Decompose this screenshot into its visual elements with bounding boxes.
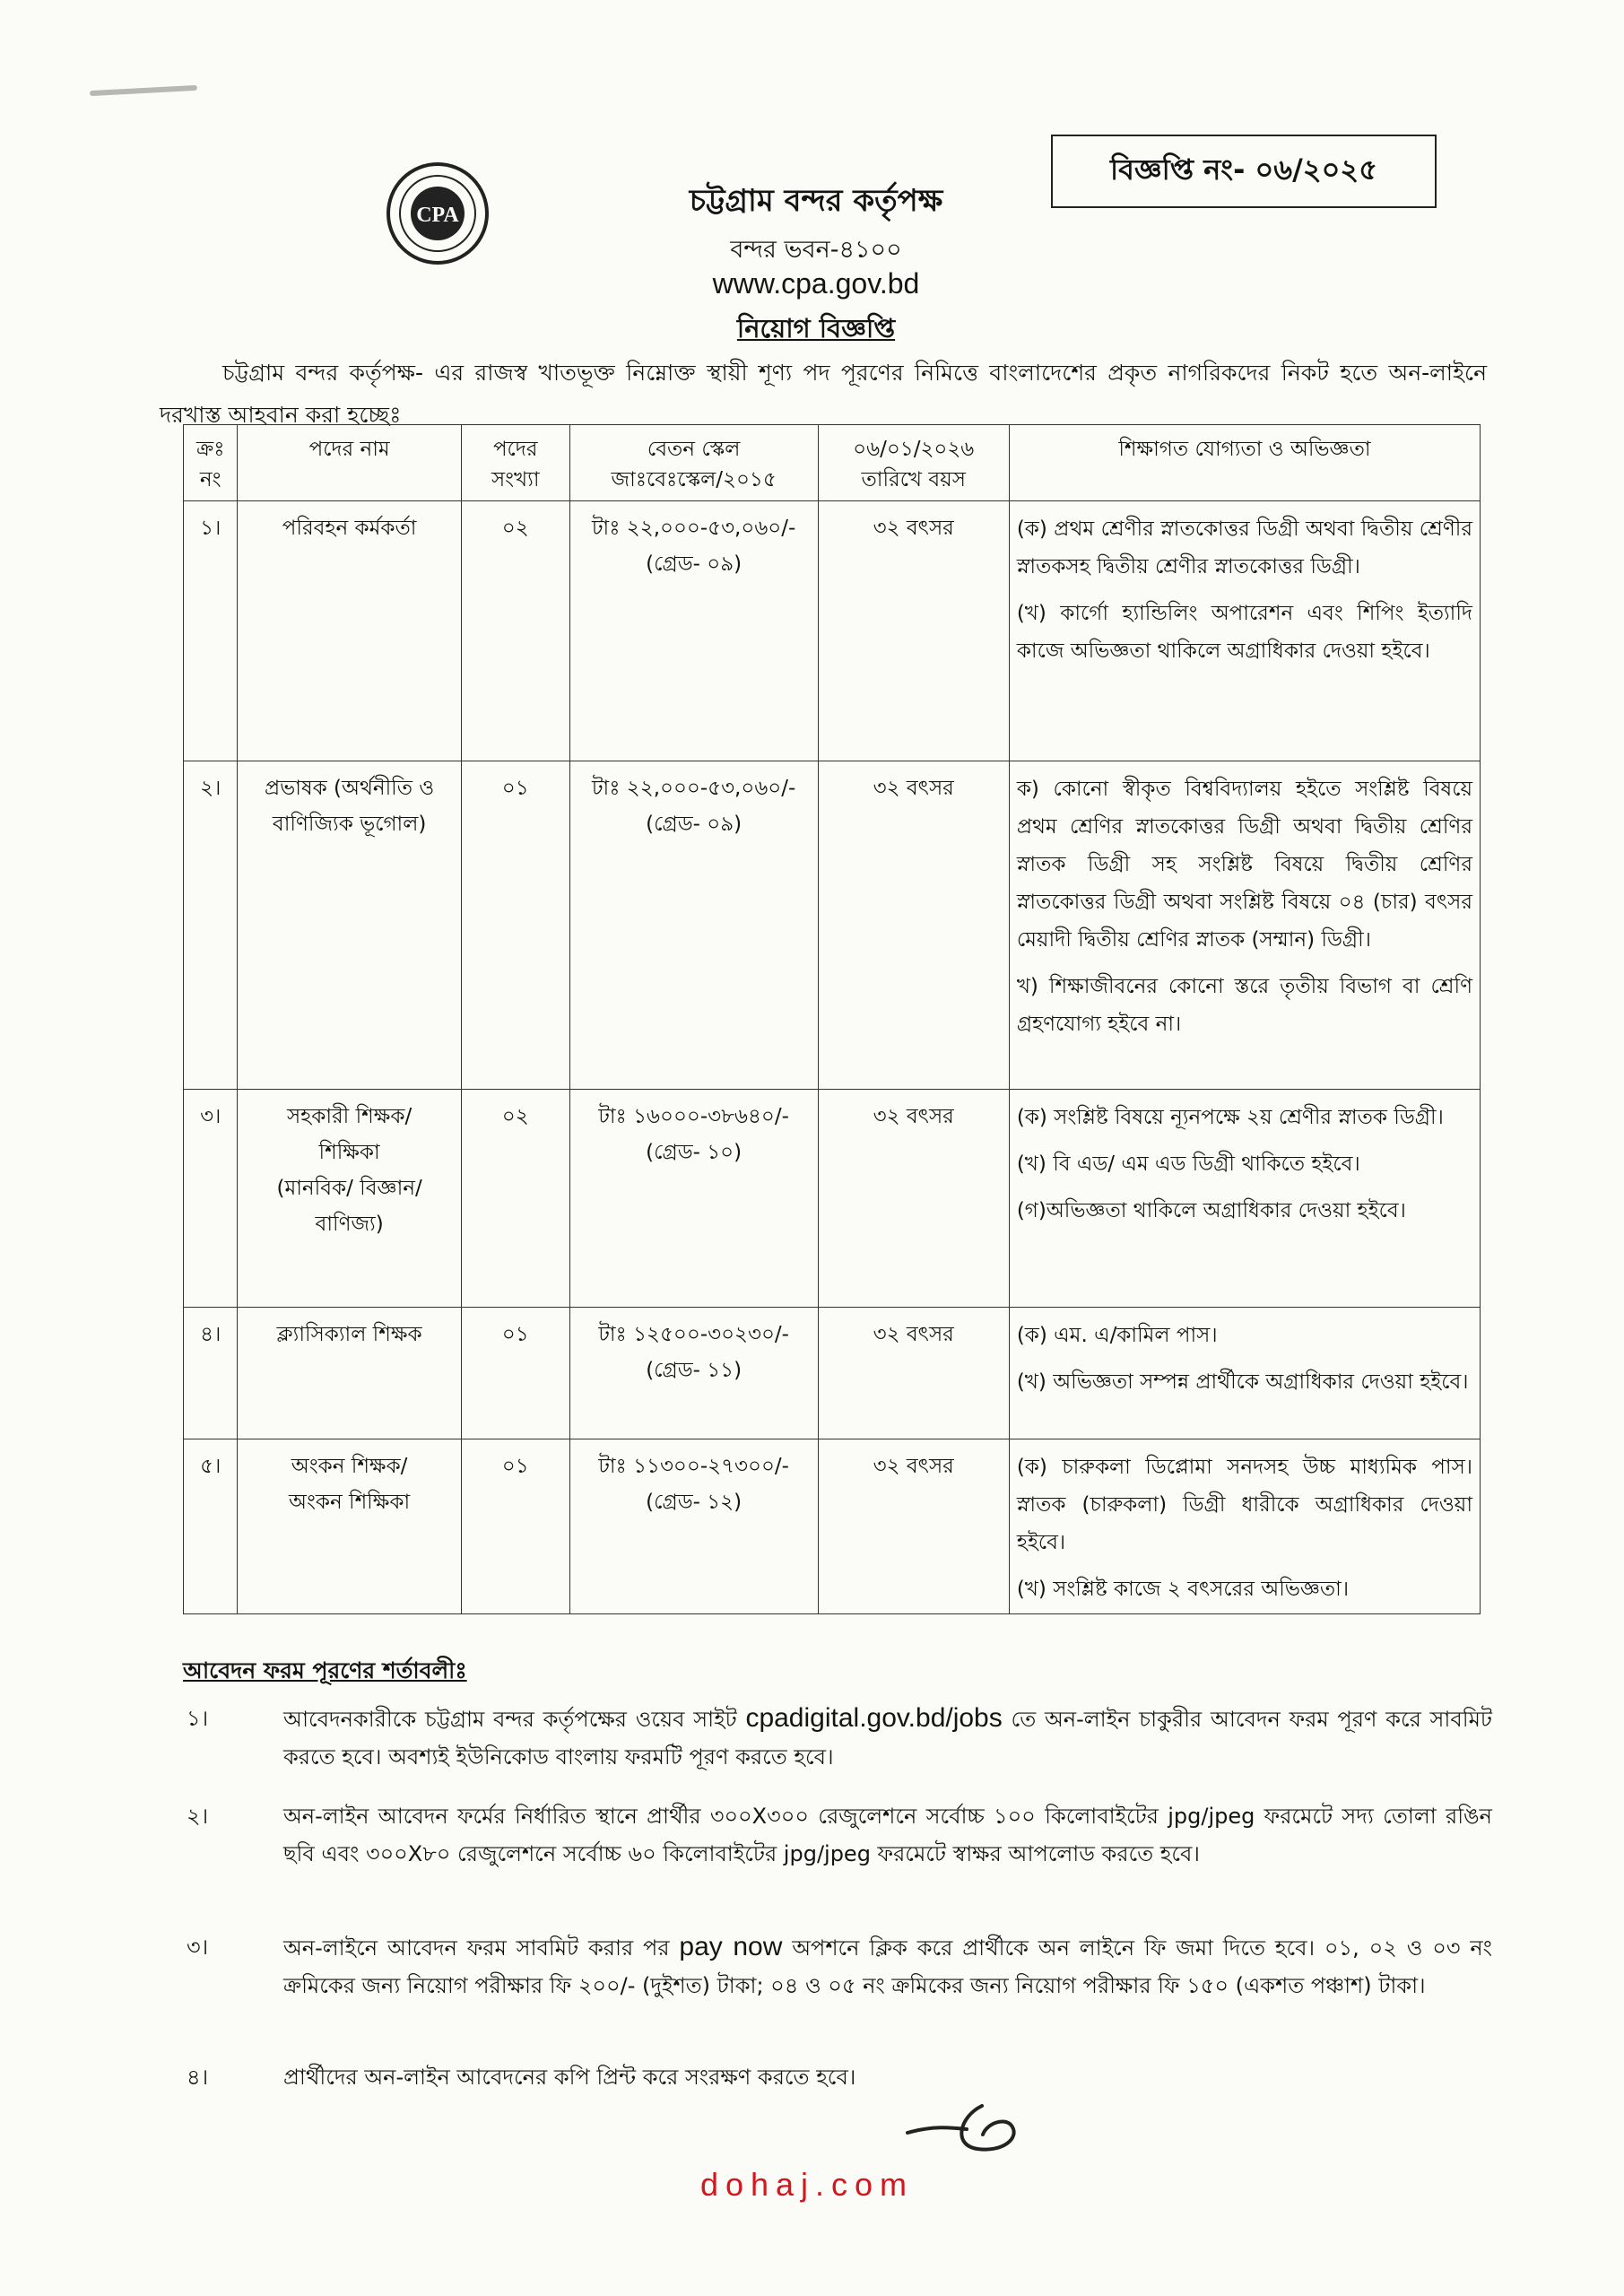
cell-pay-scale: টাঃ ১২৫০০-৩০২৩০/- (গ্রেড- ১১) <box>569 1308 818 1439</box>
cell-serial: ২। <box>184 761 238 1090</box>
cell-age: ৩২ বৎসর <box>818 761 1009 1090</box>
logo-text: CPA <box>416 204 459 227</box>
cell-post-name: ক্ল্যাসিক্যাল শিক্ষক <box>238 1308 461 1439</box>
qualification-item: (গ)অভিজ্ঞতা থাকিলে অগ্রাধিকার দেওয়া হইবে। <box>1016 1199 1406 1222</box>
notice-title: নিয়োগ বিজ্ঞপ্তি <box>736 313 896 344</box>
condition-item-3: ৩। অন-লাইনে আবেদন ফরম সাবমিট করার পর pay now অপশনে ক্লিক করে প্রার্থীকে অন লাইনে ফি জমা দিতে হবে। ০১, ০২ ও ০৩ নং ক্রমিকের জন্য নিয়োগ পরীক্ষার ফি ২০০/- (দুইশত) টাকা; ০৪ ও ০৫ নং ক্রমিকের জন্য নিয়োগ পরীক্ষার ফি ১৫০ (একশত পঞ্চাশ) টাকা। <box>183 1928 1492 2005</box>
qualification-item: খ) শিক্ষাজীবনের কোনো স্তরে তৃতীয় বিভাগ বা শ্রেণি গ্রহণযোগ্য হইবে না। <box>1016 975 1472 1036</box>
condition-item-4: ৪। প্রার্থীদের অন-লাইন আবেদনের কপি প্রিন্ট করে সংরক্ষণ করতে হবে। <box>183 2058 1492 2096</box>
cell-age: ৩২ বৎসর <box>818 501 1009 761</box>
condition-number: ২। <box>187 1804 209 1829</box>
table-row <box>184 1439 1481 1614</box>
qualification-item: (খ) কার্গো হ্যান্ডিলিং অপারেশন এবং শিপিং ইত্যাদি কাজে অভিজ্ঞতা থাকিলে অগ্রাধিকার দেওয়া হইবে। <box>1016 602 1472 663</box>
table-row <box>184 1090 1481 1308</box>
qualification-item: (ক) সংশ্লিষ্ট বিষয়ে ন্যূনপক্ষে ২য় শ্রেণীর স্নাতক ডিগ্রী। <box>1016 1106 1444 1129</box>
cell-age: ৩২ বৎসর <box>818 1090 1009 1308</box>
cell-qualification <box>1009 501 1480 761</box>
notice-number-box: বিজ্ঞপ্তি নং- ০৬/২০২৫ <box>1051 135 1437 208</box>
header-age: ০৬/০১/২০২৬ তারিখে বয়স <box>818 425 1009 501</box>
cell-pay-scale: টাঃ ২২,০০০-৫৩,০৬০/- (গ্রেড- ০৯) <box>569 761 818 1090</box>
condition-item-2: ২। অন-লাইন আবেদন ফর্মের নির্ধারিত স্থানে প্রার্থীর ৩০০X৩০০ রেজুলেশনে সর্বোচ্চ ১০০ কিলোবাইটের jpg/jpeg ফরমেটে সদ্য তোলা রঙিন ছবি এবং ৩০০X৮০ রেজুলেশনে সর্বোচ্চ ৬০ কিলোবাইটের jpg/jpeg ফরমেটে স্বাক্ষর আপলোড করতে হবে। <box>183 1797 1492 1873</box>
cell-pay-scale: টাঃ ১৬০০০-৩৮৬৪০/- (গ্রেড- ১০) <box>569 1090 818 1308</box>
cell-post-count: ০১ <box>461 761 569 1090</box>
cpa-logo-icon <box>384 160 491 267</box>
cell-post-name: প্রভাষক (অর্থনীতি ও বাণিজ্যিক ভূগোল) <box>238 761 461 1090</box>
header-post-count: পদের সংখ্যা <box>461 425 569 501</box>
table-header-row <box>184 425 1481 501</box>
watermark: dohaj.com <box>699 2166 915 2203</box>
header-post-name: পদের নাম <box>238 425 461 501</box>
header-qualification: শিক্ষাগত যোগ্যতা ও অভিজ্ঞতা <box>1009 425 1480 501</box>
condition-number: ৩। <box>187 1935 209 1960</box>
cell-qualification <box>1009 761 1480 1090</box>
cell-age: ৩২ বৎসর <box>818 1439 1009 1614</box>
condition-number: ৪। <box>187 2065 209 2090</box>
table-row <box>184 761 1481 1090</box>
header-pay-scale: বেতন স্কেল জাঃবেঃস্কেল/২০১৫ <box>569 425 818 501</box>
organization-website: www.cpa.gov.bd <box>712 267 920 300</box>
condition-number: ১। <box>187 1706 209 1731</box>
cell-pay-scale: টাঃ ১১৩০০-২৭৩০০/- (গ্রেড- ১২) <box>569 1439 818 1614</box>
qualification-item: (খ) সংশ্লিষ্ট কাজে ২ বৎসরের অভিজ্ঞতা। <box>1016 1578 1350 1601</box>
organization-address: বন্দর ভবন-৪১০০ <box>730 236 902 264</box>
header-serial: ক্রঃ নং <box>184 425 238 501</box>
qualification-item: (খ) বি এড/ এম এড ডিগ্রী থাকিতে হইবে। <box>1016 1152 1360 1176</box>
conditions-heading: আবেদন ফরম পূরণের শর্তাবলীঃ <box>183 1657 467 1683</box>
cell-serial: ৫। <box>184 1439 238 1614</box>
table-row <box>184 501 1481 761</box>
signature-icon <box>897 2099 1031 2161</box>
scan-mark <box>90 85 197 96</box>
condition-item-1: ১। আবেদনকারীকে চট্টগ্রাম বন্দর কর্তৃপক্ষের ওয়েব সাইট cpadigital.gov.bd/jobs তে অন-লাইন চাকুরীর আবেদন ফরম পূরণ করে সাবমিট করতে হবে। অবশ্যই ইউনিকোড বাংলায় ফরমটি পূরণ করতে হবে। <box>183 1700 1492 1776</box>
qualification-item: ক) কোনো স্বীকৃত বিশ্ববিদ্যালয় হইতে সংশ্লিষ্ট বিষয়ে প্রথম শ্রেণির স্নাতকোত্তর ডিগ্রী অথবা দ্বিতীয় শ্রেণির স্নাতক ডিগ্রী সহ সংশ্লিষ্ট বিষয়ে দ্বিতীয় শ্রেণির স্নাতকোত্তর ডিগ্রী অথবা সংশ্লিষ্ট বিষয়ে ০৪ (চার) বৎসর মেয়াদী দ্বিতীয় শ্রেণির স্নাতক (সম্মান) ডিগ্রী। <box>1016 778 1472 952</box>
qualification-item: (ক) প্রথম শ্রেণীর স্নাতকোত্তর ডিগ্রী অথবা দ্বিতীয় শ্রেণীর স্নাতকসহ দ্বিতীয় শ্রেণীর স্নাতকোত্তর ডিগ্রী। <box>1016 517 1472 578</box>
cell-post-count: ০১ <box>461 1439 569 1614</box>
intro-paragraph: চট্টগ্রাম বন্দর কর্তৃপক্ষ- এর রাজস্ব খাতভূক্ত নিম্নোক্ত স্থায়ী শূণ্য পদ পূরণের নিমিত্তে বাংলাদেশের প্রকৃত নাগরিকদের নিকট হতে অন-লাইনে দরখাস্ত আহবান করা হচ্ছেঃ <box>160 360 1487 428</box>
cell-pay-scale: টাঃ ২২,০০০-৫৩,০৬০/- (গ্রেড- ০৯) <box>569 501 818 761</box>
cell-age: ৩২ বৎসর <box>818 1308 1009 1439</box>
organization-name: চট্টগ্রাম বন্দর কর্তৃপক্ষ <box>689 183 943 219</box>
cell-post-count: ০২ <box>461 501 569 761</box>
table-row <box>184 1308 1481 1439</box>
cell-post-name: অংকন শিক্ষক/ অংকন শিক্ষিকা <box>238 1439 461 1614</box>
pay-now-option: pay now <box>679 1932 783 1961</box>
cell-post-name: সহকারী শিক্ষক/ শিক্ষিকা (মানবিক/ বিজ্ঞান/ বাণিজ্য) <box>238 1090 461 1308</box>
cell-post-count: ০১ <box>461 1308 569 1439</box>
qualification-item: (ক) এম. এ/কামিল পাস। <box>1016 1324 1218 1347</box>
vacancy-table <box>183 424 1481 1614</box>
cell-qualification <box>1009 1308 1480 1439</box>
cell-serial: ৩। <box>184 1090 238 1308</box>
jobs-website-link[interactable]: cpadigital.gov.bd/jobs <box>745 1703 1003 1733</box>
cell-qualification <box>1009 1439 1480 1614</box>
cell-post-name: পরিবহন কর্মকর্তা <box>238 501 461 761</box>
cell-qualification <box>1009 1090 1480 1308</box>
cell-serial: ১। <box>184 501 238 761</box>
cell-post-count: ০২ <box>461 1090 569 1308</box>
qualification-item: (খ) অভিজ্ঞতা সম্পন্ন প্রার্থীকে অগ্রাধিকার দেওয়া হইবে। <box>1016 1370 1469 1394</box>
cell-serial: ৪। <box>184 1308 238 1439</box>
qualification-item: (ক) চারুকলা ডিপ্লোমা সনদসহ উচ্চ মাধ্যমিক পাস। স্নাতক (চারুকলা) ডিগ্রী ধারীকে অগ্রাধিকার দেওয়া হইবে। <box>1016 1456 1472 1554</box>
